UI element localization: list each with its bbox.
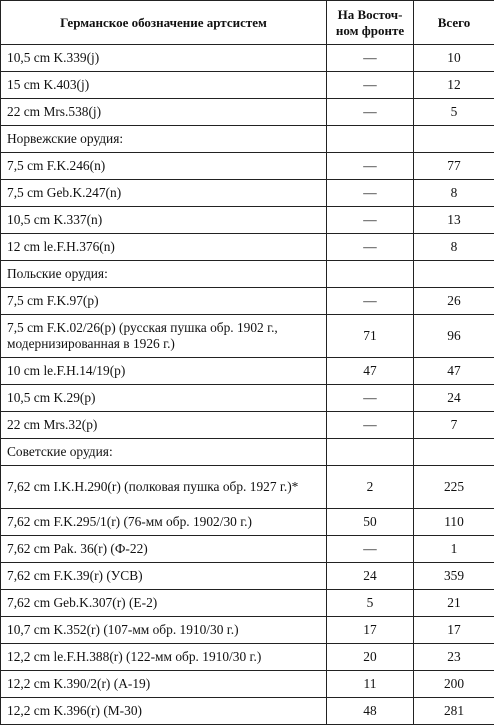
cell-name: 12,2 cm le.F.H.388(r) (122-мм обр. 1910/30 г.) bbox=[1, 644, 327, 671]
cell-total: 96 bbox=[414, 315, 494, 358]
cell-total: 26 bbox=[414, 288, 494, 315]
cell-total: 12 bbox=[414, 72, 494, 99]
table-row bbox=[1, 207, 494, 234]
table-row bbox=[1, 358, 494, 385]
table-row bbox=[1, 234, 494, 261]
cell-east-front: — bbox=[327, 234, 414, 261]
cell-name: 7,62 cm Pak. 36(r) (Ф-22) bbox=[1, 536, 327, 563]
cell-name: 22 cm Mrs.538(j) bbox=[1, 99, 327, 126]
cell-east-front: — bbox=[327, 45, 414, 72]
table-row bbox=[1, 617, 494, 644]
cell-total: 23 bbox=[414, 644, 494, 671]
cell-name: Норвежские орудия: bbox=[1, 126, 327, 153]
cell-east-front: 24 bbox=[327, 563, 414, 590]
table-row bbox=[1, 72, 494, 99]
table-row bbox=[1, 466, 494, 509]
table-row bbox=[1, 590, 494, 617]
cell-name: 7,5 cm F.K.246(n) bbox=[1, 153, 327, 180]
cell-east-front: 5 bbox=[327, 590, 414, 617]
cell-east-front: — bbox=[327, 99, 414, 126]
table-section-row bbox=[1, 126, 494, 153]
cell-name: 22 cm Mrs.32(p) bbox=[1, 412, 327, 439]
cell-total: 225 bbox=[414, 466, 494, 509]
header-total: Всего bbox=[414, 1, 494, 45]
cell-total: 17 bbox=[414, 617, 494, 644]
cell-east-front: 20 bbox=[327, 644, 414, 671]
cell-total bbox=[414, 439, 494, 466]
cell-name: 10,7 cm K.352(r) (107-мм обр. 1910/30 г.) bbox=[1, 617, 327, 644]
table-section-row bbox=[1, 261, 494, 288]
table-row bbox=[1, 698, 494, 725]
table-row bbox=[1, 385, 494, 412]
cell-east-front: 50 bbox=[327, 509, 414, 536]
cell-name: 10,5 cm K.339(j) bbox=[1, 45, 327, 72]
table-body bbox=[1, 45, 494, 725]
cell-name: 12 cm le.F.H.376(n) bbox=[1, 234, 327, 261]
cell-east-front: — bbox=[327, 412, 414, 439]
cell-name: 7,62 cm F.K.39(r) (УСВ) bbox=[1, 563, 327, 590]
table-row bbox=[1, 563, 494, 590]
cell-name: 7,62 cm I.K.H.290(r) (полковая пушка обр. 1927 г.)* bbox=[1, 466, 327, 509]
cell-name: Польские орудия: bbox=[1, 261, 327, 288]
table-row bbox=[1, 99, 494, 126]
cell-east-front: — bbox=[327, 207, 414, 234]
header-east-front: На Восточ-ном фронте bbox=[327, 1, 414, 45]
cell-total: 10 bbox=[414, 45, 494, 72]
cell-total: 13 bbox=[414, 207, 494, 234]
table-section-row bbox=[1, 439, 494, 466]
table-row bbox=[1, 671, 494, 698]
cell-east-front: — bbox=[327, 72, 414, 99]
cell-east-front: 2 bbox=[327, 466, 414, 509]
cell-name: 7,5 cm F.K.97(p) bbox=[1, 288, 327, 315]
cell-total: 21 bbox=[414, 590, 494, 617]
cell-total: 359 bbox=[414, 563, 494, 590]
cell-name: 7,62 cm Geb.K.307(r) (Е-2) bbox=[1, 590, 327, 617]
table-row bbox=[1, 288, 494, 315]
cell-total: 24 bbox=[414, 385, 494, 412]
cell-name: 7,62 cm F.K.295/1(r) (76-мм обр. 1902/30 г.) bbox=[1, 509, 327, 536]
cell-east-front: 71 bbox=[327, 315, 414, 358]
cell-east-front: — bbox=[327, 385, 414, 412]
cell-east-front: — bbox=[327, 153, 414, 180]
cell-east-front bbox=[327, 439, 414, 466]
cell-east-front bbox=[327, 261, 414, 288]
table-row bbox=[1, 315, 494, 358]
cell-total bbox=[414, 126, 494, 153]
cell-total: 47 bbox=[414, 358, 494, 385]
cell-east-front: 47 bbox=[327, 358, 414, 385]
table-row bbox=[1, 509, 494, 536]
cell-east-front: — bbox=[327, 180, 414, 207]
cell-total: 8 bbox=[414, 234, 494, 261]
cell-total: 7 bbox=[414, 412, 494, 439]
cell-name: Советские орудия: bbox=[1, 439, 327, 466]
cell-name: 10 cm le.F.H.14/19(p) bbox=[1, 358, 327, 385]
cell-total bbox=[414, 261, 494, 288]
cell-name: 7,5 cm Geb.K.247(n) bbox=[1, 180, 327, 207]
table-row bbox=[1, 45, 494, 72]
cell-east-front bbox=[327, 126, 414, 153]
cell-total: 281 bbox=[414, 698, 494, 725]
cell-total: 8 bbox=[414, 180, 494, 207]
table-row bbox=[1, 536, 494, 563]
cell-name: 15 cm K.403(j) bbox=[1, 72, 327, 99]
table-row bbox=[1, 153, 494, 180]
cell-name: 12,2 cm K.396(r) (М-30) bbox=[1, 698, 327, 725]
cell-east-front: — bbox=[327, 288, 414, 315]
table-row bbox=[1, 412, 494, 439]
cell-total: 5 bbox=[414, 99, 494, 126]
header-designation: Германское обозначение артсистем bbox=[1, 1, 327, 45]
cell-name: 7,5 cm F.K.02/26(p) (русская пушка обр. 1902 г., модернизированная в 1926 г.) bbox=[1, 315, 327, 358]
table-header-row bbox=[1, 1, 494, 45]
cell-name: 10,5 cm K.337(n) bbox=[1, 207, 327, 234]
cell-total: 200 bbox=[414, 671, 494, 698]
cell-east-front: 11 bbox=[327, 671, 414, 698]
cell-total: 110 bbox=[414, 509, 494, 536]
table-row bbox=[1, 644, 494, 671]
cell-east-front: — bbox=[327, 536, 414, 563]
cell-total: 1 bbox=[414, 536, 494, 563]
cell-total: 77 bbox=[414, 153, 494, 180]
cell-name: 10,5 cm K.29(p) bbox=[1, 385, 327, 412]
cell-name: 12,2 cm K.390/2(r) (А-19) bbox=[1, 671, 327, 698]
table-row bbox=[1, 180, 494, 207]
cell-east-front: 17 bbox=[327, 617, 414, 644]
cell-east-front: 48 bbox=[327, 698, 414, 725]
